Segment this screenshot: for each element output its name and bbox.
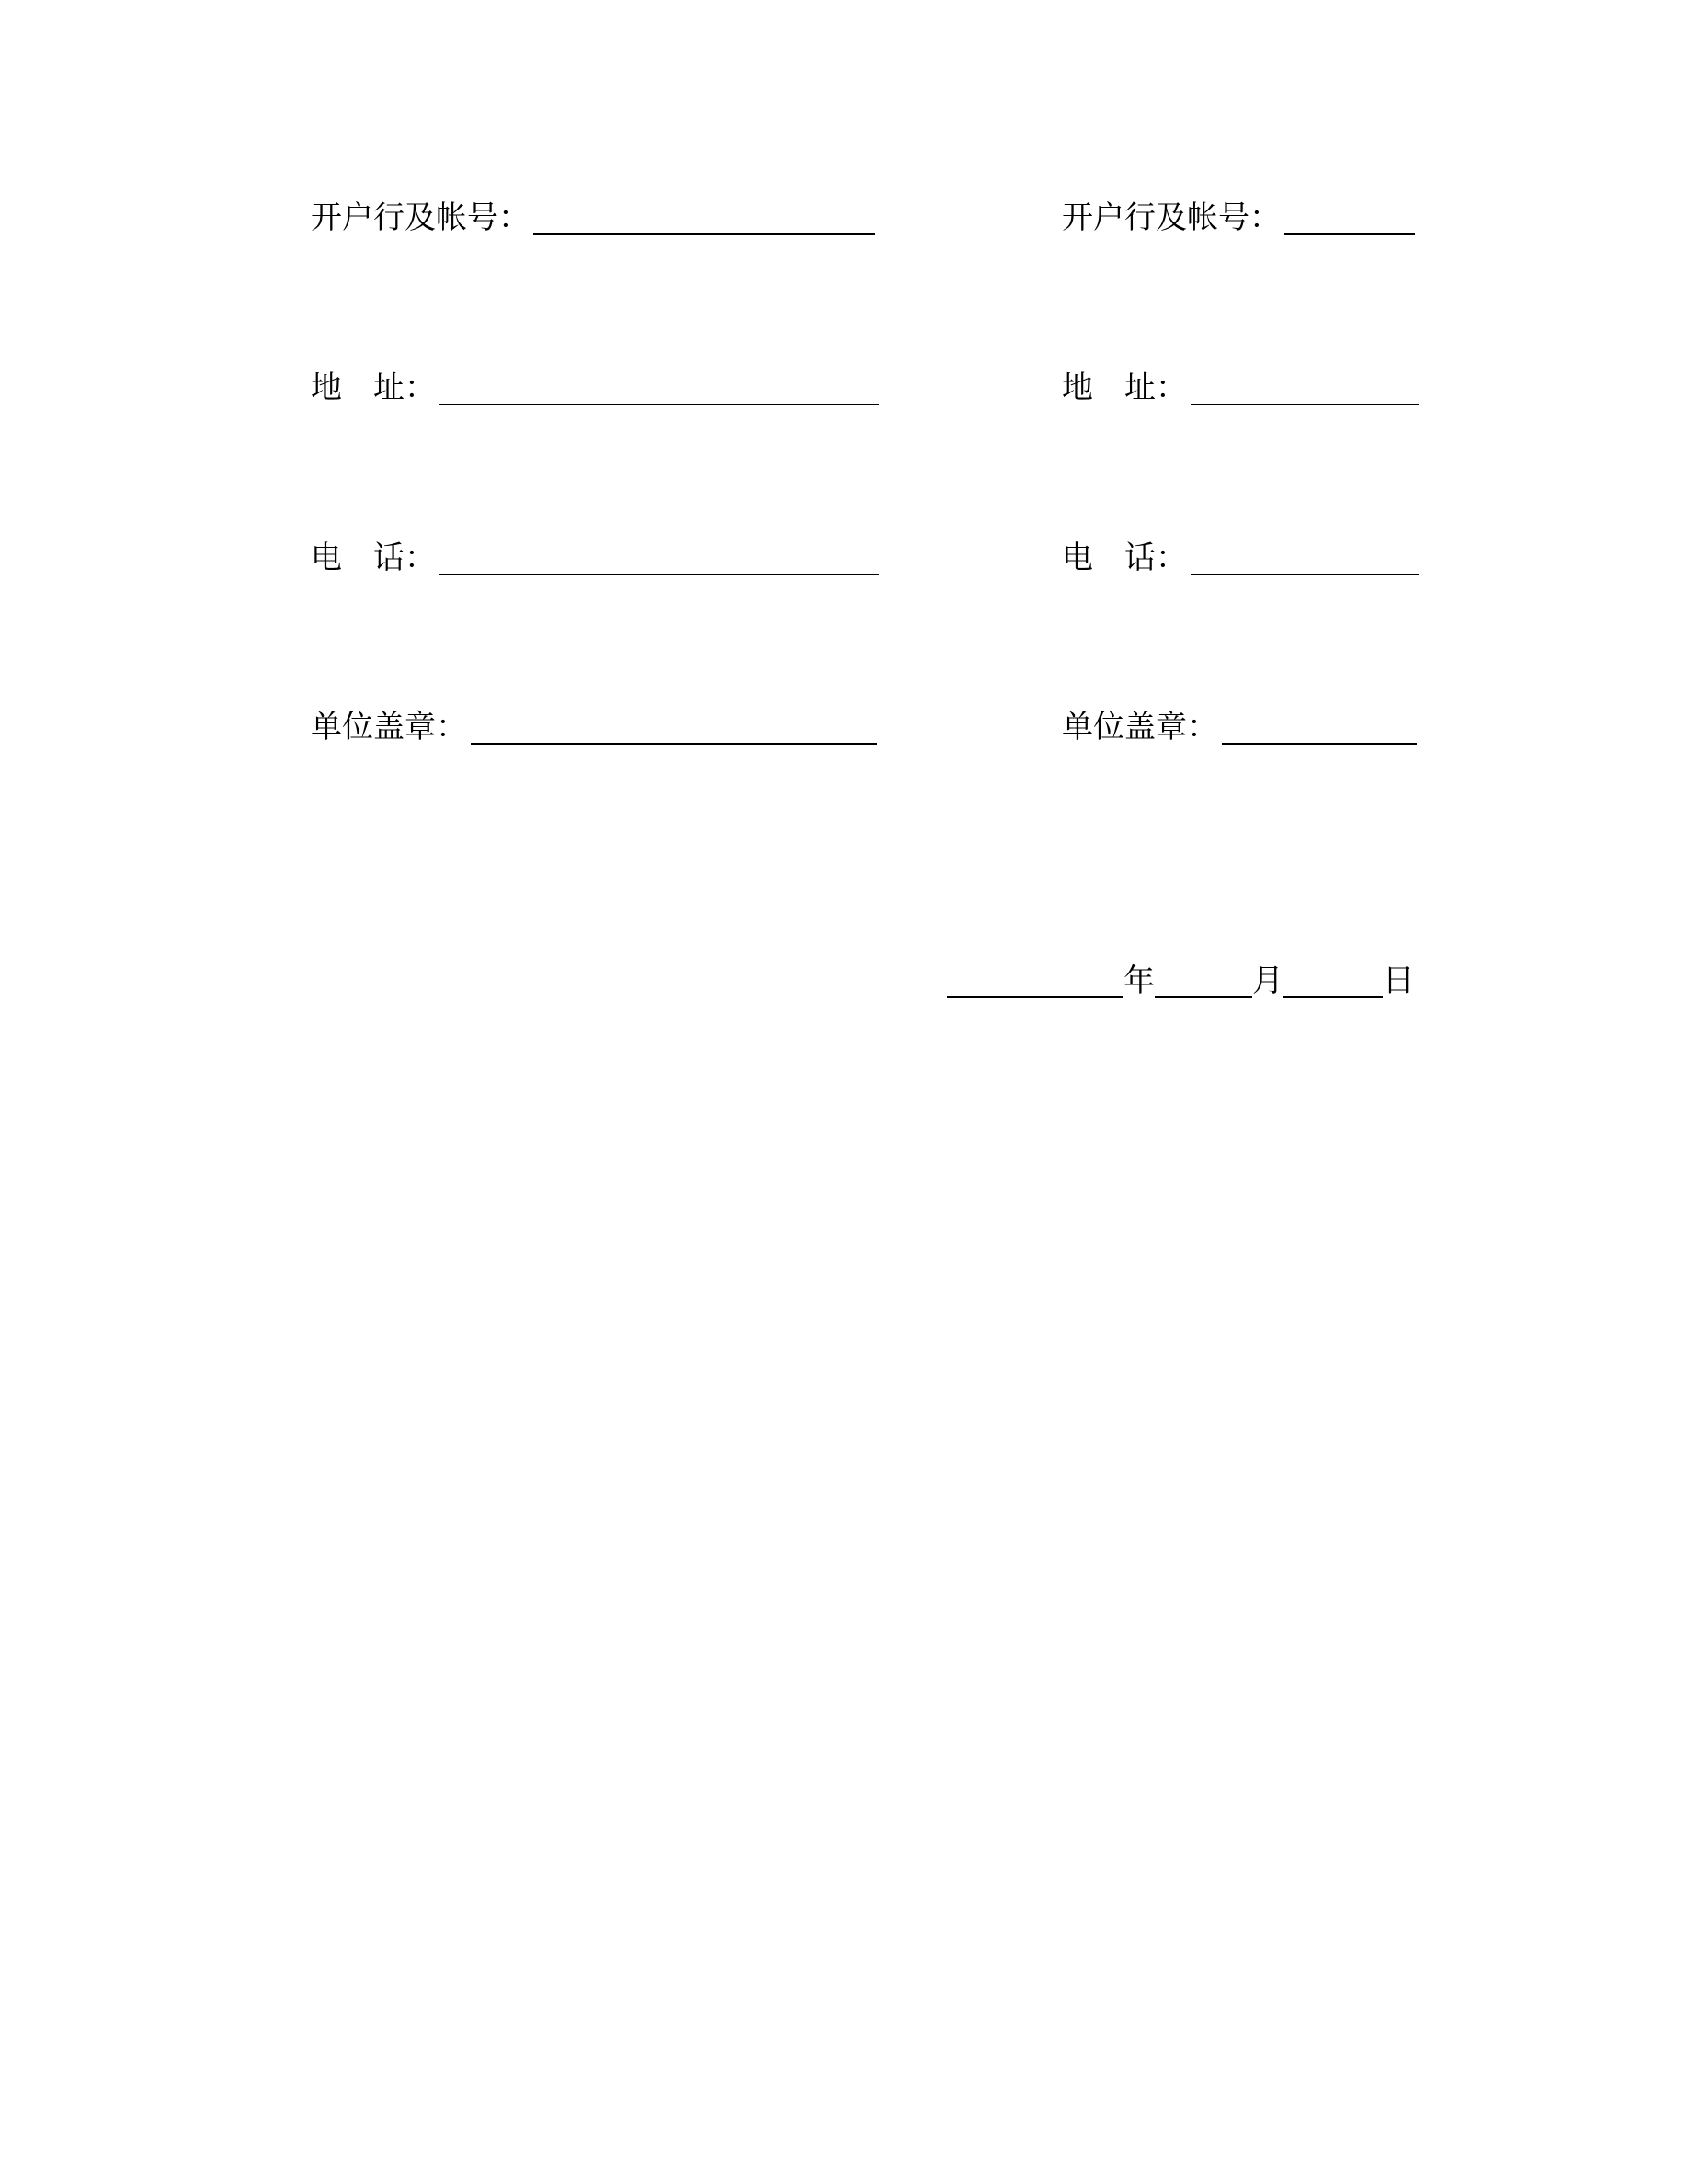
left-phone-blank[interactable] [439, 537, 879, 575]
right-bank-account-label: 开户行及帐号： [1062, 199, 1281, 236]
left-seal-field [311, 704, 877, 750]
year-blank[interactable] [947, 960, 1123, 998]
day-blank[interactable] [1283, 960, 1383, 998]
right-phone-blank[interactable] [1191, 537, 1419, 575]
left-phone-label: 电 话： [311, 540, 436, 576]
left-bank-account-field [311, 195, 875, 241]
right-seal-field [1062, 704, 1417, 750]
day-label: 日 [1383, 962, 1414, 999]
left-address-field [311, 365, 879, 411]
left-bank-account-blank[interactable] [533, 197, 875, 235]
right-seal-blank[interactable] [1222, 706, 1417, 745]
right-bank-account-blank[interactable] [1284, 197, 1415, 235]
month-label: 月 [1252, 962, 1283, 999]
left-seal-blank[interactable] [471, 706, 877, 745]
left-address-blank[interactable] [439, 367, 879, 405]
left-seal-label: 单位盖章： [311, 709, 467, 745]
right-bank-account-field [1062, 195, 1415, 241]
right-phone-field [1062, 535, 1419, 581]
right-phone-label: 电 话： [1062, 540, 1187, 576]
right-address-blank[interactable] [1191, 367, 1419, 405]
left-bank-account-label: 开户行及帐号： [311, 199, 530, 236]
year-label: 年 [1123, 962, 1155, 999]
right-seal-label: 单位盖章： [1062, 709, 1218, 745]
left-phone-field [311, 535, 879, 581]
right-address-field [1062, 365, 1419, 411]
left-address-label: 地 址： [311, 370, 436, 406]
date-line [947, 958, 1414, 1004]
right-address-label: 地 址： [1062, 370, 1187, 406]
month-blank[interactable] [1155, 960, 1252, 998]
